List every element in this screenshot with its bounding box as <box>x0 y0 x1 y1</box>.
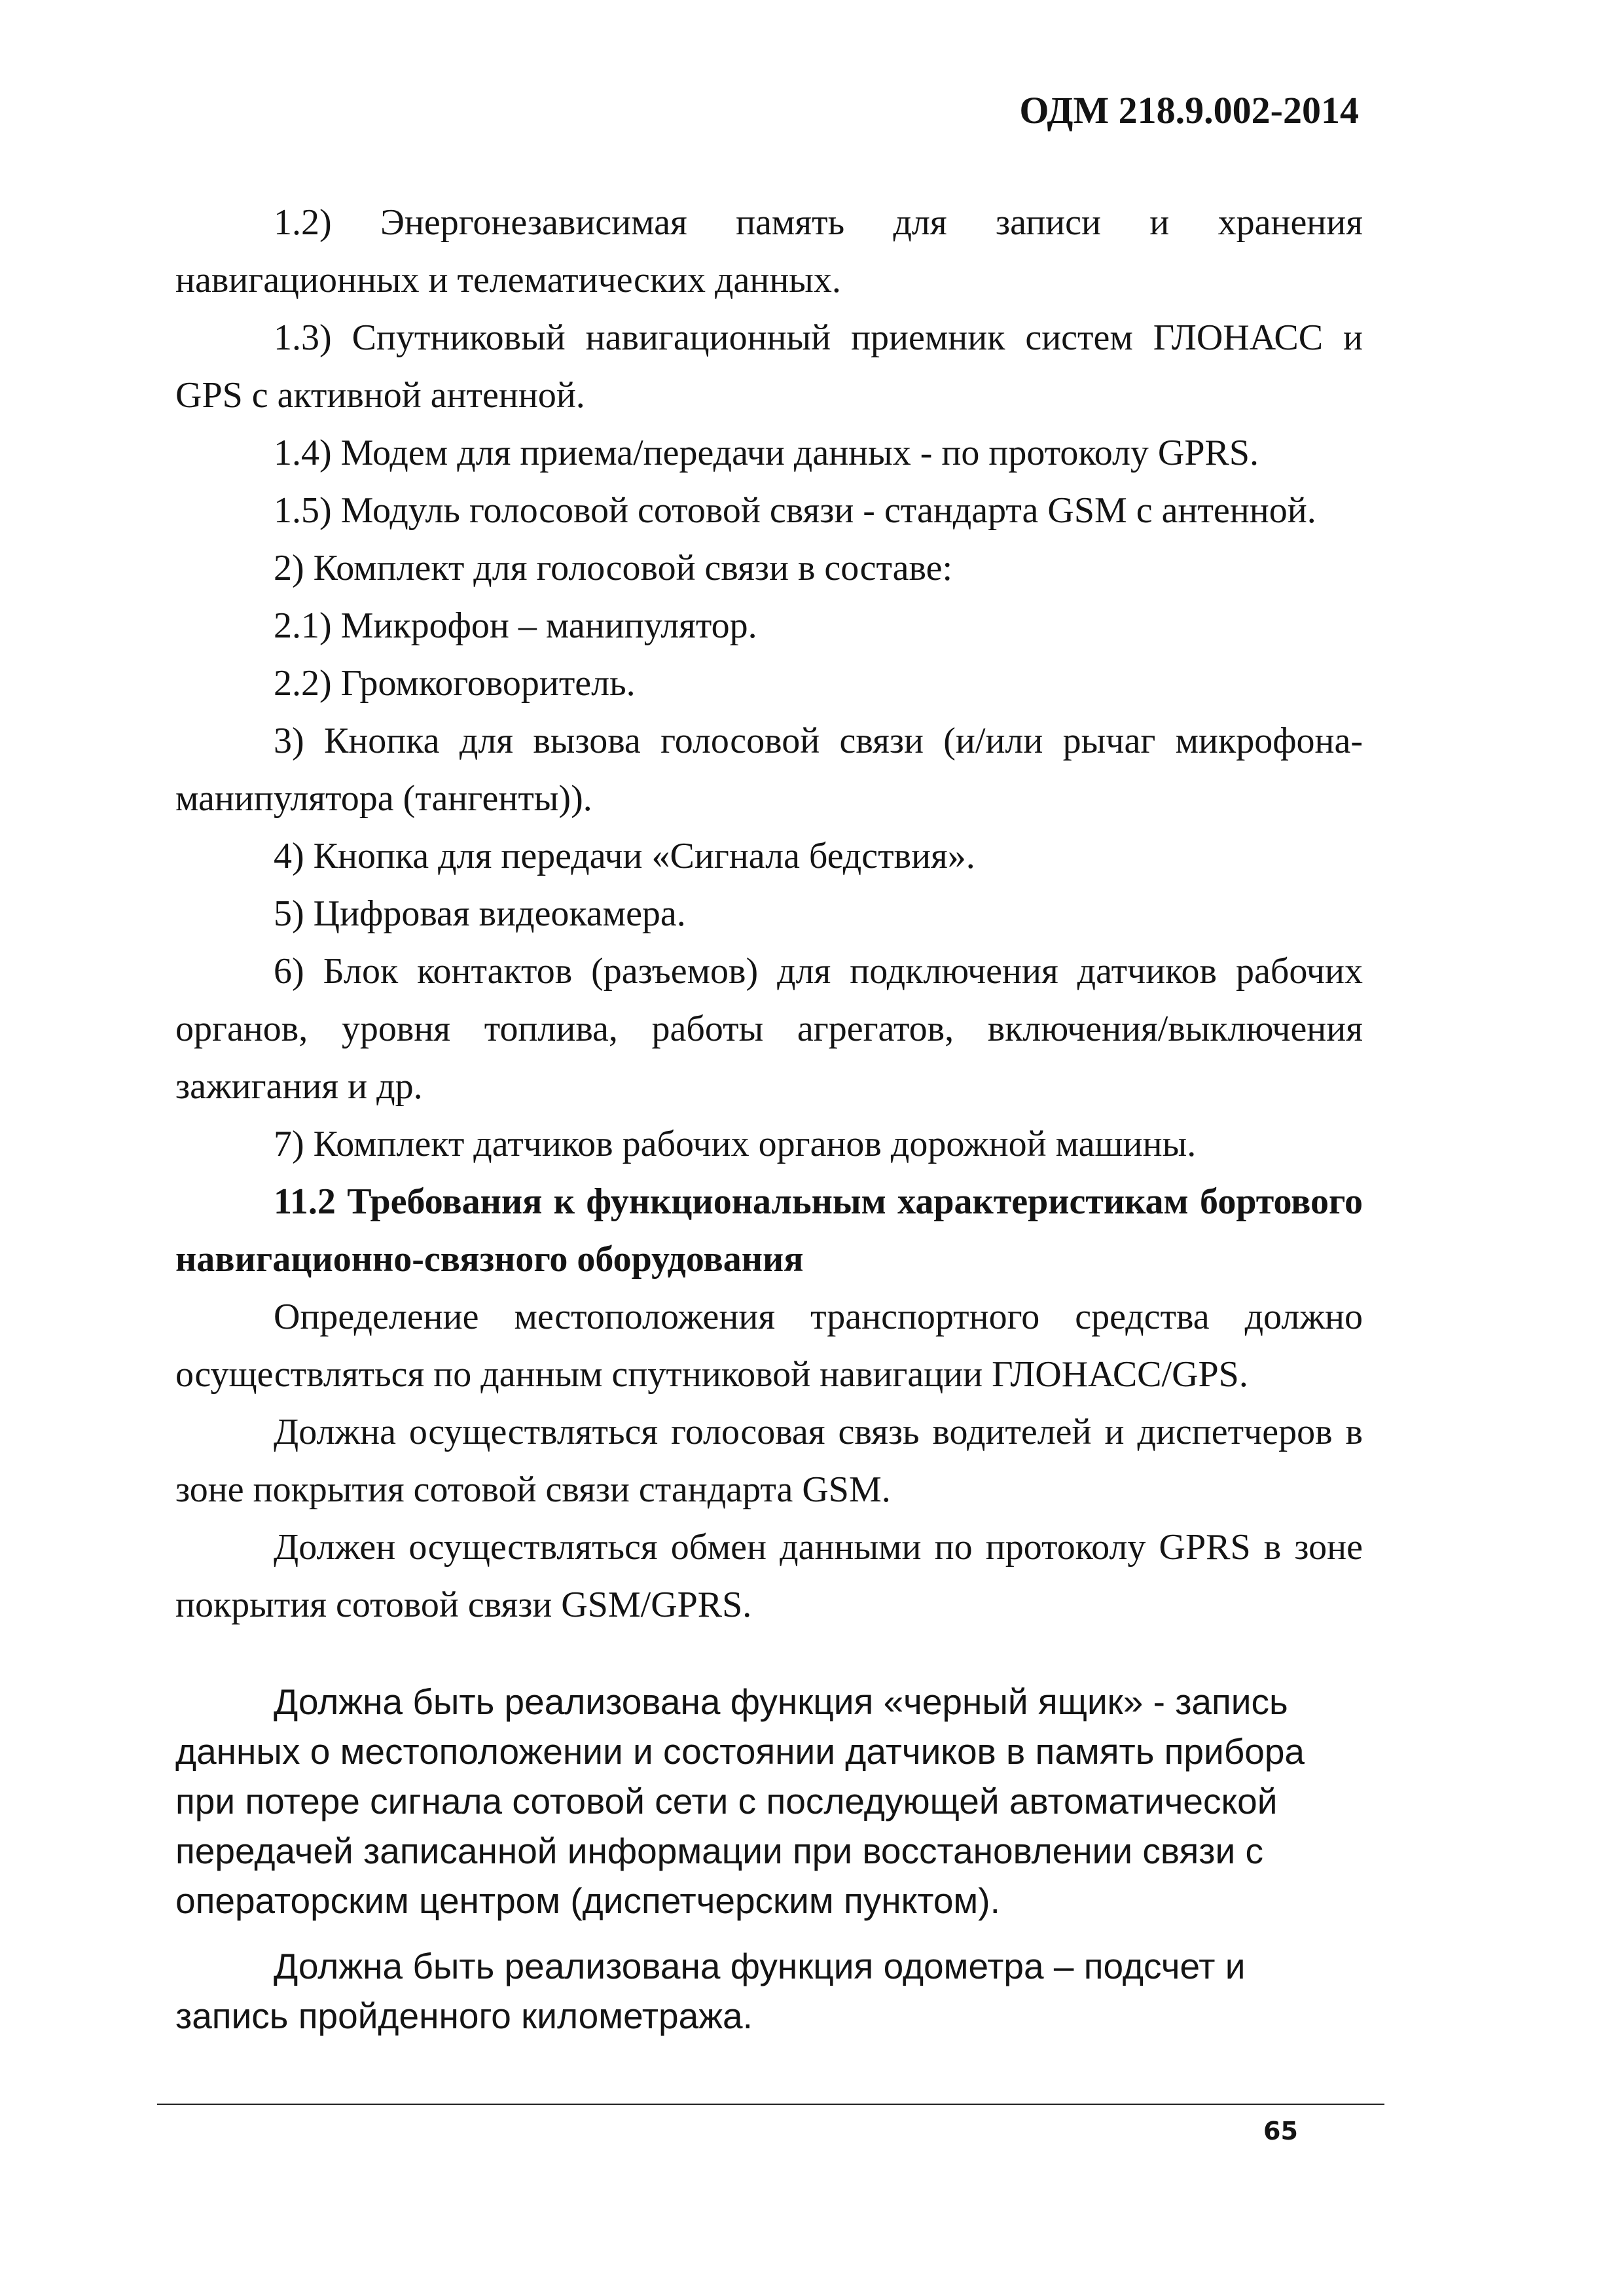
paragraph-odometer: Должна быть реализована функция одометра – подсчет и запись пройденного километража. <box>175 1946 1246 2036</box>
paragraph-1-5: 1.5) Модуль голосовой сотовой связи - стандарта GSM с антенной. <box>274 490 1316 531</box>
paragraph-2-1: 2.1) Микрофон – манипулятор. <box>274 605 757 646</box>
paragraph-black-box: Должна быть реализована функция «черный ящик» - запись данных о местоположении и состоянии датчиков в память прибора при потере сигнала сотовой сети с последующей автоматической передачей записанной информации при восстановлении связи с операторским центром (диспетчерским пунктом). <box>175 1681 1305 1921</box>
paragraph-3: 3) Кнопка для вызова голосовой связи (и/или рычаг микрофона-манипулятора (тангенты)). <box>175 721 1363 819</box>
paragraph-1-3: 1.3) Спутниковый навигационный приемник систем ГЛОНАСС и GPS с активной антенной. <box>175 317 1363 416</box>
paragraph-1-2: 1.2) Энергонезависимая память для записи и хранения навигационных и телематических данных. <box>175 202 1363 300</box>
paragraph-data-exchange: Должен осуществляться обмен данными по протоколу GPRS в зоне покрытия сотовой связи GSM/GPRS. <box>175 1527 1363 1625</box>
paragraph-6: 6) Блок контактов (разъемов) для подключения датчиков рабочих органов, уровня топлива, работы агрегатов, включения/выключения зажигания и др. <box>175 951 1363 1107</box>
paragraph-4: 4) Кнопка для передачи «Сигнала бедствия». <box>274 836 975 876</box>
paragraph-5: 5) Цифровая видеокамера. <box>274 893 686 934</box>
document-code-header: ОДМ 218.9.002-2014 <box>1019 89 1359 132</box>
paragraph-7: 7) Комплект датчиков рабочих органов дорожной машины. <box>274 1124 1197 1164</box>
footer-divider <box>157 2104 1384 2105</box>
section-heading-11-2: 11.2 Требования к функциональным характеристикам бортового навигационно-связного оборудования <box>175 1181 1363 1280</box>
appended-text-block <box>175 1677 1360 2041</box>
main-text-block <box>175 194 1363 1634</box>
paragraph-2-2: 2.2) Громкоговоритель. <box>274 663 636 704</box>
paragraph-1-4: 1.4) Модем для приема/передачи данных - по протоколу GPRS. <box>274 433 1259 473</box>
page-number: 65 <box>1263 2117 1298 2145</box>
paragraph-voice: Должна осуществляться голосовая связь водителей и диспетчеров в зоне покрытия сотовой связи стандарта GSM. <box>175 1412 1363 1510</box>
paragraph-2: 2) Комплект для голосовой связи в составе: <box>274 548 953 588</box>
paragraph-location: Определение местоположения транспортного средства должно осуществляться по данным спутниковой навигации ГЛОНАСС/GPS. <box>175 1297 1363 1395</box>
